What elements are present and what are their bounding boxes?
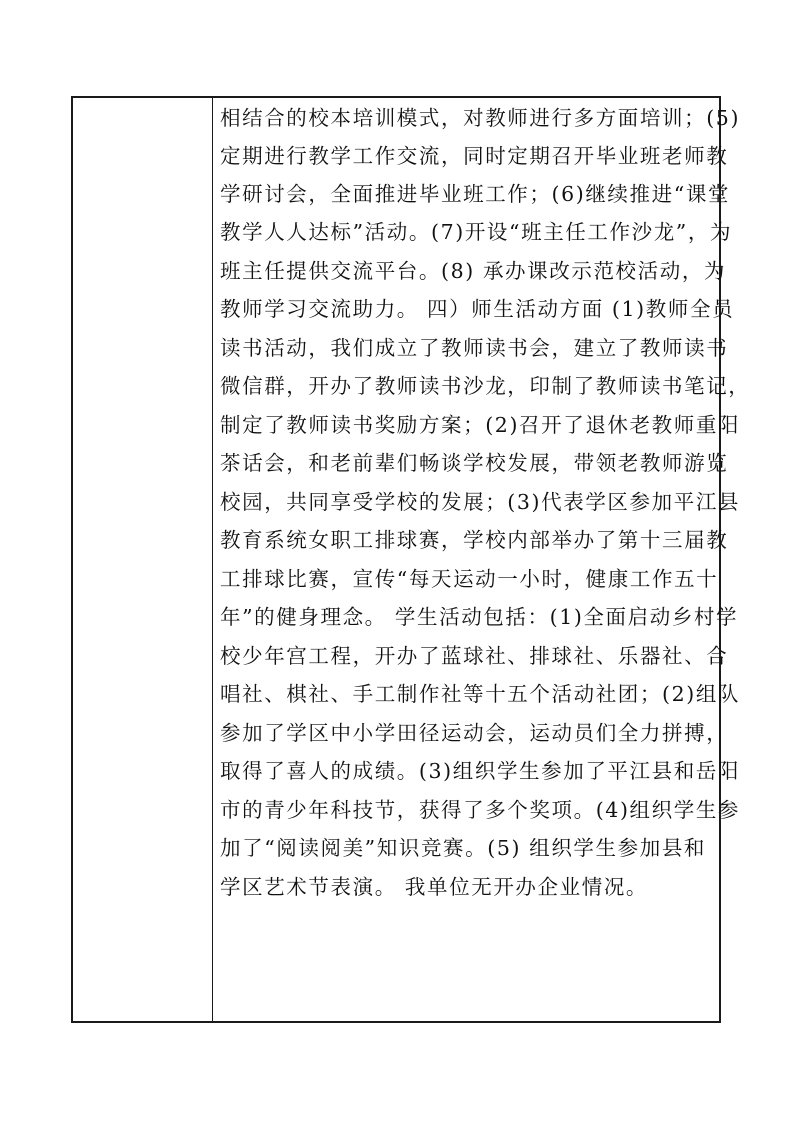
content-line: 工排球比赛，宣传“每天运动一小时，健康工作五十 bbox=[220, 567, 719, 591]
content-line: 制定了教师读书奖励方案；(2)召开了退休老教师重阳 bbox=[220, 413, 741, 437]
content-line: 市的青少年科技节，获得了多个奖项。(4)组织学生参 bbox=[220, 798, 741, 822]
content-line: 教师学习交流助力。 四）师生活动方面 (1)教师全员 bbox=[220, 297, 735, 321]
content-line: 定期进行教学工作交流，同时定期召开毕业班老师教 bbox=[220, 144, 729, 168]
content-line: 取得了喜人的成绩。(3)组织学生参加了平江县和岳阳 bbox=[220, 759, 741, 783]
content-line: 学研讨会，全面推进毕业班工作；(6)继续推进“课堂 bbox=[220, 182, 731, 206]
content-line: 教育系统女职工排球赛，学校内部举办了第十三届教 bbox=[220, 528, 729, 552]
content-line: 加了“阅读阅美”知识竞赛。(5) 组织学生参加县和 bbox=[220, 836, 707, 860]
content-line: 茶话会，和老前辈们畅谈学校发展，带领老教师游览 bbox=[220, 451, 729, 475]
table-label-cell bbox=[73, 98, 213, 1021]
content-line: 校园，共同享受学校的发展；(3)代表学区参加平江县 bbox=[220, 490, 741, 514]
content-line: 学区艺术节表演。 我单位无开办企业情况。 bbox=[220, 875, 649, 899]
content-line: 班主任提供交流平台。(8) 承办课改示范校活动，为 bbox=[220, 259, 727, 283]
table-content-cell bbox=[213, 98, 751, 1021]
report-table bbox=[71, 96, 751, 1023]
content-line: 参加了学区中小学田径运动会，运动员们全力拼搏， bbox=[220, 721, 729, 745]
content-line: 校少年宫工程，开办了蓝球社、排球社、乐器社、合 bbox=[220, 644, 729, 668]
content-line: 唱社、棋社、手工制作社等十五个活动社团；(2)组队 bbox=[220, 682, 741, 706]
content-line: 读书活动，我们成立了教师读书会，建立了教师读书 bbox=[220, 336, 729, 360]
content-line: 微信群，开办了教师读书沙龙，印制了教师读书笔记， bbox=[220, 374, 751, 398]
content-line: 年”的健身理念。 学生活动包括：(1)全面启动乡村学 bbox=[220, 605, 739, 629]
content-line: 相结合的校本培训模式，对教师进行多方面培训；(5) bbox=[220, 106, 741, 130]
content-line: 教学人人达标”活动。(7)开设“班主任工作沙龙”，为 bbox=[220, 220, 733, 244]
